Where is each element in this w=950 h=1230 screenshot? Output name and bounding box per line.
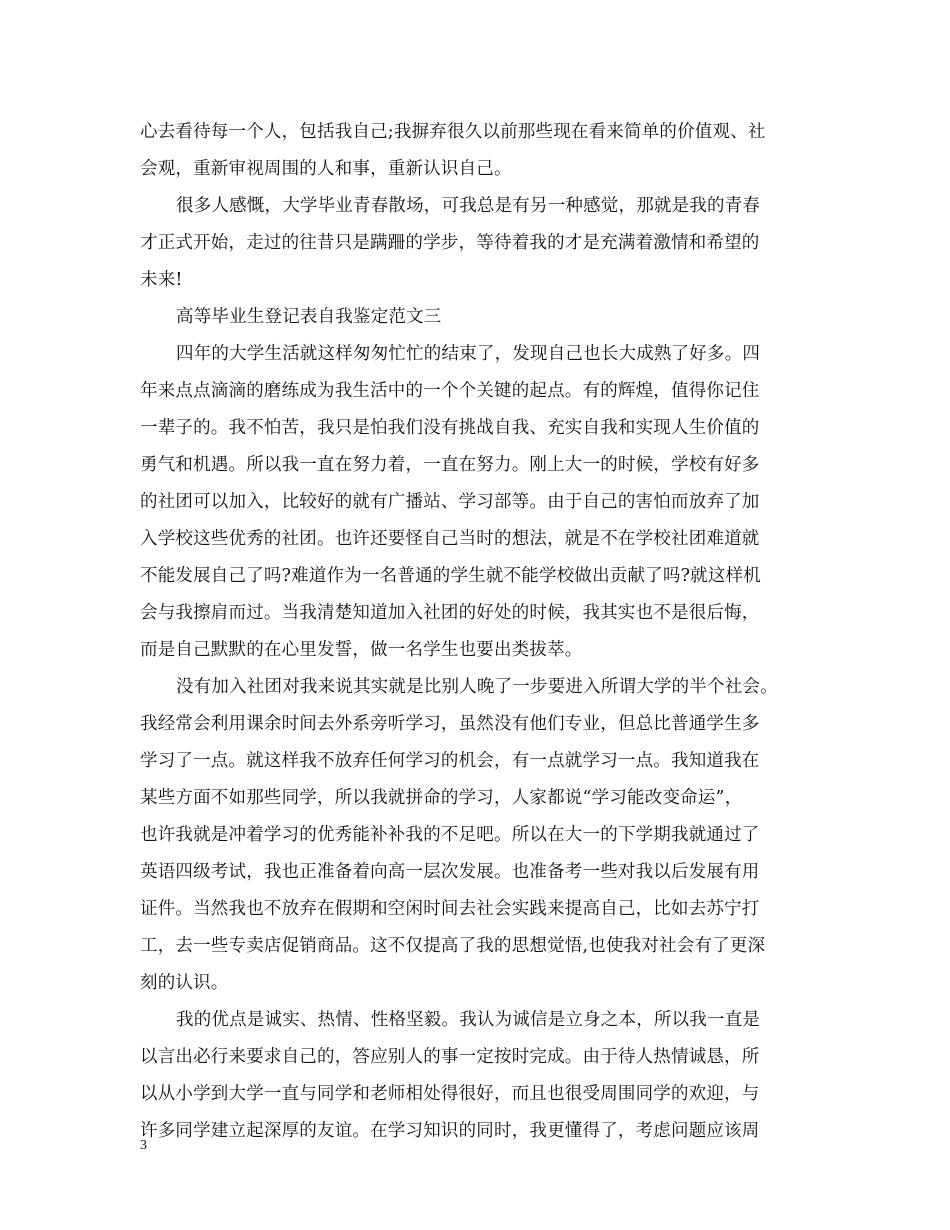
text-line: 也许我就是冲着学习的优秀能补补我的不足吧。所以在大一的下学期我就通过了 (140, 825, 760, 845)
text-line: 而是自己默默的在心里发誓，做一名学生也要出类拔萃。 (140, 640, 583, 660)
text-line: 刻的认识。 (140, 973, 229, 993)
text-line: 会观，重新审视周围的人和事，重新认识自己。 (140, 159, 512, 179)
text-line: 没有加入社团对我来说其实就是比别人晚了一步要进入所谓大学的半个社会。 (176, 677, 778, 697)
text-line: 年来点点滴滴的磨练成为我生活中的一个个关键的起点。有的辉煌，值得你记住 (140, 381, 760, 401)
text-line: 四年的大学生活就这样匆匆忙忙的结束了，发现自己也长大成熟了好多。四 (176, 344, 761, 364)
text-line: 不能发展自己了吗?难道作为一名普通的学生就不能学校做出贡献了吗?就这样机 (140, 566, 761, 586)
text-line: 心去看待每一个人，包括我自己;我摒弃很久以前那些现在看来简单的价值观、社 (140, 122, 766, 142)
text-line: 会与我擦肩而过。当我清楚知道加入社团的好处的时候，我其实也不是很后悔， (140, 603, 760, 623)
text-line: 学习了一点。就这样我不放弃任何学习的机会，有一点就学习一点。我知道我在 (140, 751, 760, 771)
text-line: 许多同学建立起深厚的友谊。在学习知识的同时，我更懂得了，考虑问题应该周 (140, 1121, 760, 1141)
text-line: 一辈子的。我不怕苦，我只是怕我们没有挑战自我、充实自我和实现人生价值的 (140, 418, 760, 438)
text-line: 某些方面不如那些同学，所以我就拼命的学习，人家都说“学习能改变命运”， (140, 788, 743, 808)
text-line: 英语四级考试，我也正准备着向高一层次发展。也准备考一些对我以后发展有用 (140, 862, 760, 882)
page-number: 3 (140, 1138, 147, 1153)
text-line: 的社团可以加入，比较好的就有广播站、学习部等。由于自己的害怕而放弃了加 (140, 492, 760, 512)
text-line: 证件。当然我也不放弃在假期和空闲时间去社会实践来提高自己，比如去苏宁打 (140, 899, 760, 919)
document-body (140, 114, 830, 1150)
text-line: 勇气和机遇。所以我一直在努力着，一直在努力。刚上大一的时候，学校有好多 (140, 455, 760, 475)
text-line: 以从小学到大学一直与同学和老师相处得很好，而且也很受周围同学的欢迎，与 (140, 1084, 760, 1104)
text-line: 我经常会利用课余时间去外系旁听学习，虽然没有他们专业，但总比普通学生多 (140, 714, 760, 734)
text-line: 以言出必行来要求自己的，答应别人的事一定按时完成。由于待人热情诚恳，所 (140, 1047, 760, 1067)
text-line: 很多人感慨，大学毕业青春散场，可我总是有另一种感觉，那就是我的青春 (176, 196, 761, 216)
text-line: 我的优点是诚实、热情、性格坚毅。我认为诚信是立身之本，所以我一直是 (176, 1010, 761, 1030)
text-line: 入学校这些优秀的社团。也许还要怪自己当时的想法，就是不在学校社团难道就 (140, 529, 760, 549)
text-line: 工，去一些专卖店促销商品。这不仅提高了我的思想觉悟,也使我对社会有了更深 (140, 936, 766, 956)
text-line: 才正式开始，走过的往昔只是蹒跚的学步，等待着我的才是充满着激情和希望的 (140, 233, 760, 253)
text-line: 未来! (140, 270, 183, 290)
text-line: 高等毕业生登记表自我鉴定范文三 (176, 307, 442, 327)
